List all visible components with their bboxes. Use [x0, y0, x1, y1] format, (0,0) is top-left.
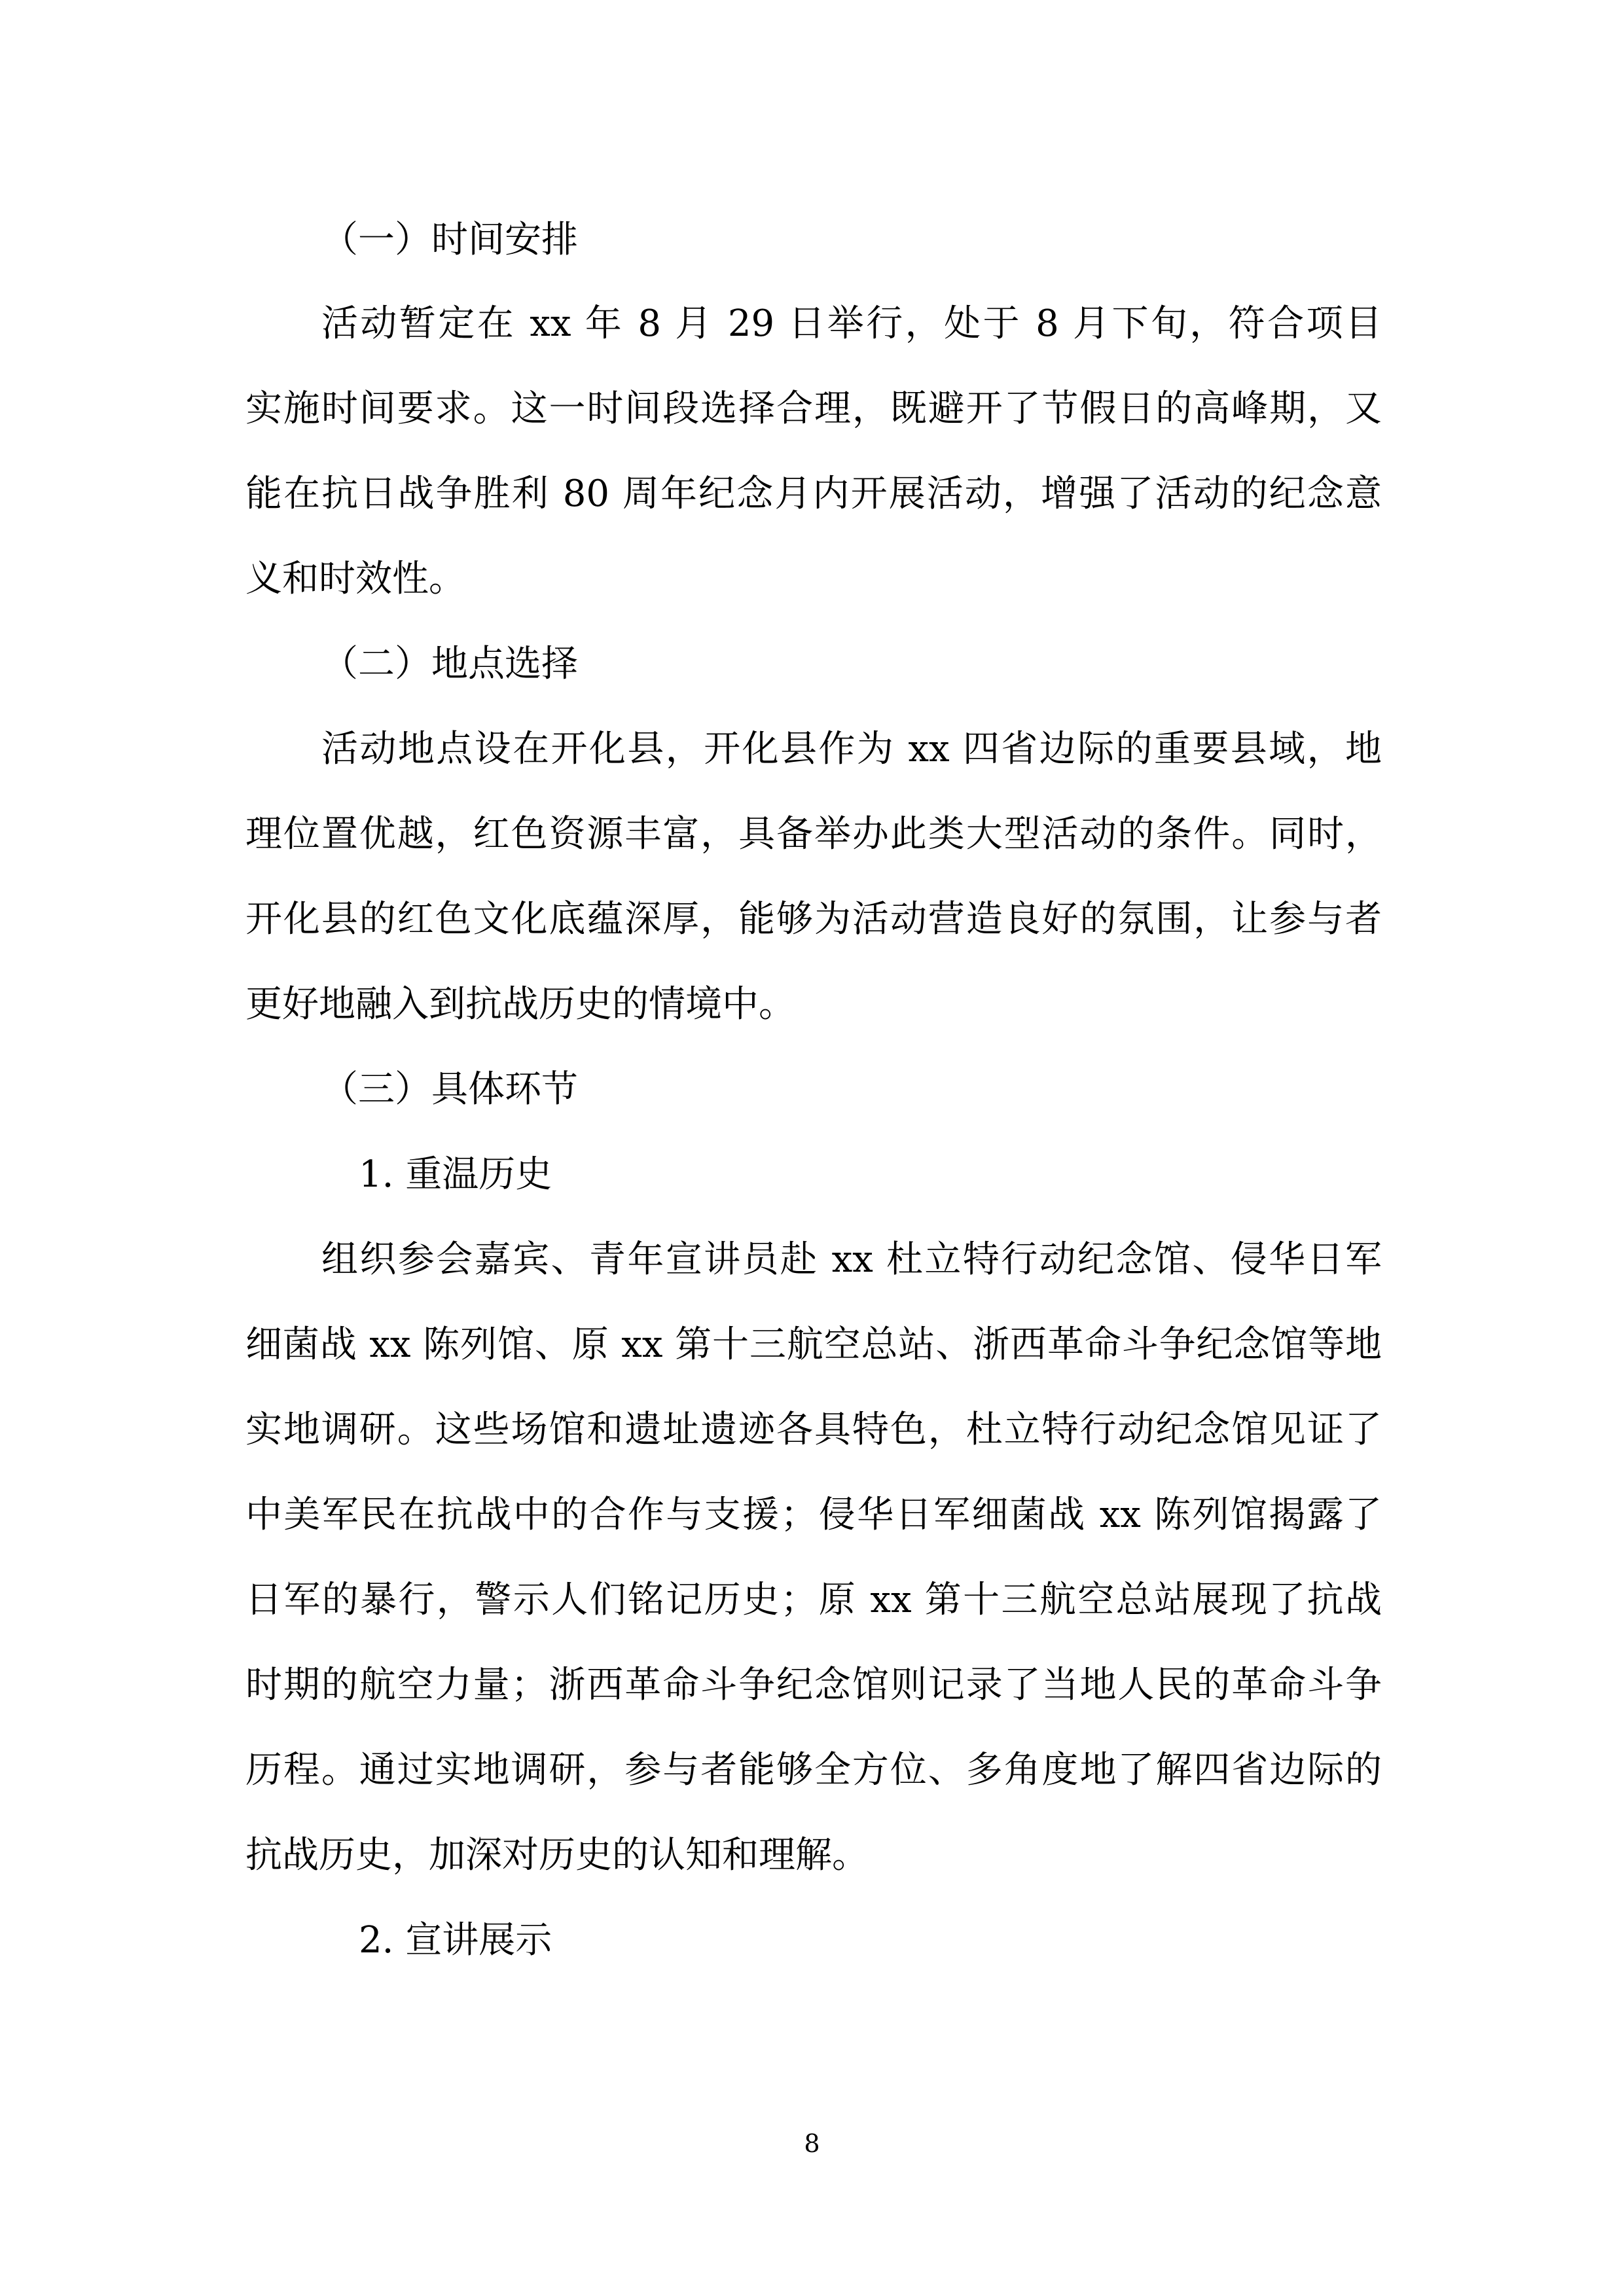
paragraph-line: 历程。通过实地调研，参与者能够全方位、多角度地了解四省边际的: [245, 1749, 1382, 1791]
paragraph-line: 义和时效性。: [245, 558, 465, 600]
paragraph-line: 时期的航空力量；浙西革命斗争纪念馆则记录了当地人民的革命斗争: [245, 1664, 1382, 1706]
paragraph-line: 活动暂定在 xx 年 8 月 29 日举行，处于 8 月下旬，符合项目: [321, 302, 1382, 345]
paragraph-line: 开化县的红色文化底蕴深厚，能够为活动营造良好的氛围，让参与者: [245, 898, 1382, 941]
paragraph-line: 中美军民在抗战中的合作与支援；侵华日军细菌战 xx 陈列馆揭露了: [245, 1494, 1382, 1536]
paragraph-line: 实施时间要求。这一时间段选择合理，既避开了节假日的高峰期，又: [245, 387, 1382, 430]
paragraph-line: 日军的暴行，警示人们铭记历史；原 xx 第十三航空总站展现了抗战: [245, 1579, 1382, 1621]
paragraph-line: 组织参会嘉宾、青年宣讲员赴 xx 杜立特行动纪念馆、侵华日军: [321, 1238, 1382, 1281]
paragraph-line: 活动地点设在开化县，开化县作为 xx 四省边际的重要县域，地: [321, 728, 1382, 770]
paragraph-line: 更好地融入到抗战历史的情境中。: [245, 983, 795, 1026]
page-number: 8: [804, 2129, 820, 2158]
paragraph-line: 理位置优越，红色资源丰富，具备举办此类大型活动的条件。同时，: [245, 813, 1382, 855]
paragraph-line: 实地调研。这些场馆和遗址遗迹各具特色，杜立特行动纪念馆见证了: [245, 1408, 1382, 1451]
section-heading-location: （二）地点选择: [321, 643, 578, 685]
subsection-heading-presentation: 2. 宣讲展示: [359, 1919, 552, 1962]
paragraph-line: 抗战历史，加深对历史的认知和理解。: [245, 1834, 869, 1876]
section-heading-specific-steps: （三）具体环节: [321, 1068, 578, 1111]
paragraph-line: 细菌战 xx 陈列馆、原 xx 第十三航空总站、浙西革命斗争纪念馆等地: [245, 1323, 1382, 1366]
paragraph-line: 能在抗日战争胜利 80 周年纪念月内开展活动，增强了活动的纪念意: [245, 473, 1382, 515]
section-heading-time-schedule: （一）时间安排: [321, 219, 578, 261]
subsection-heading-review-history: 1. 重温历史: [359, 1153, 552, 1196]
